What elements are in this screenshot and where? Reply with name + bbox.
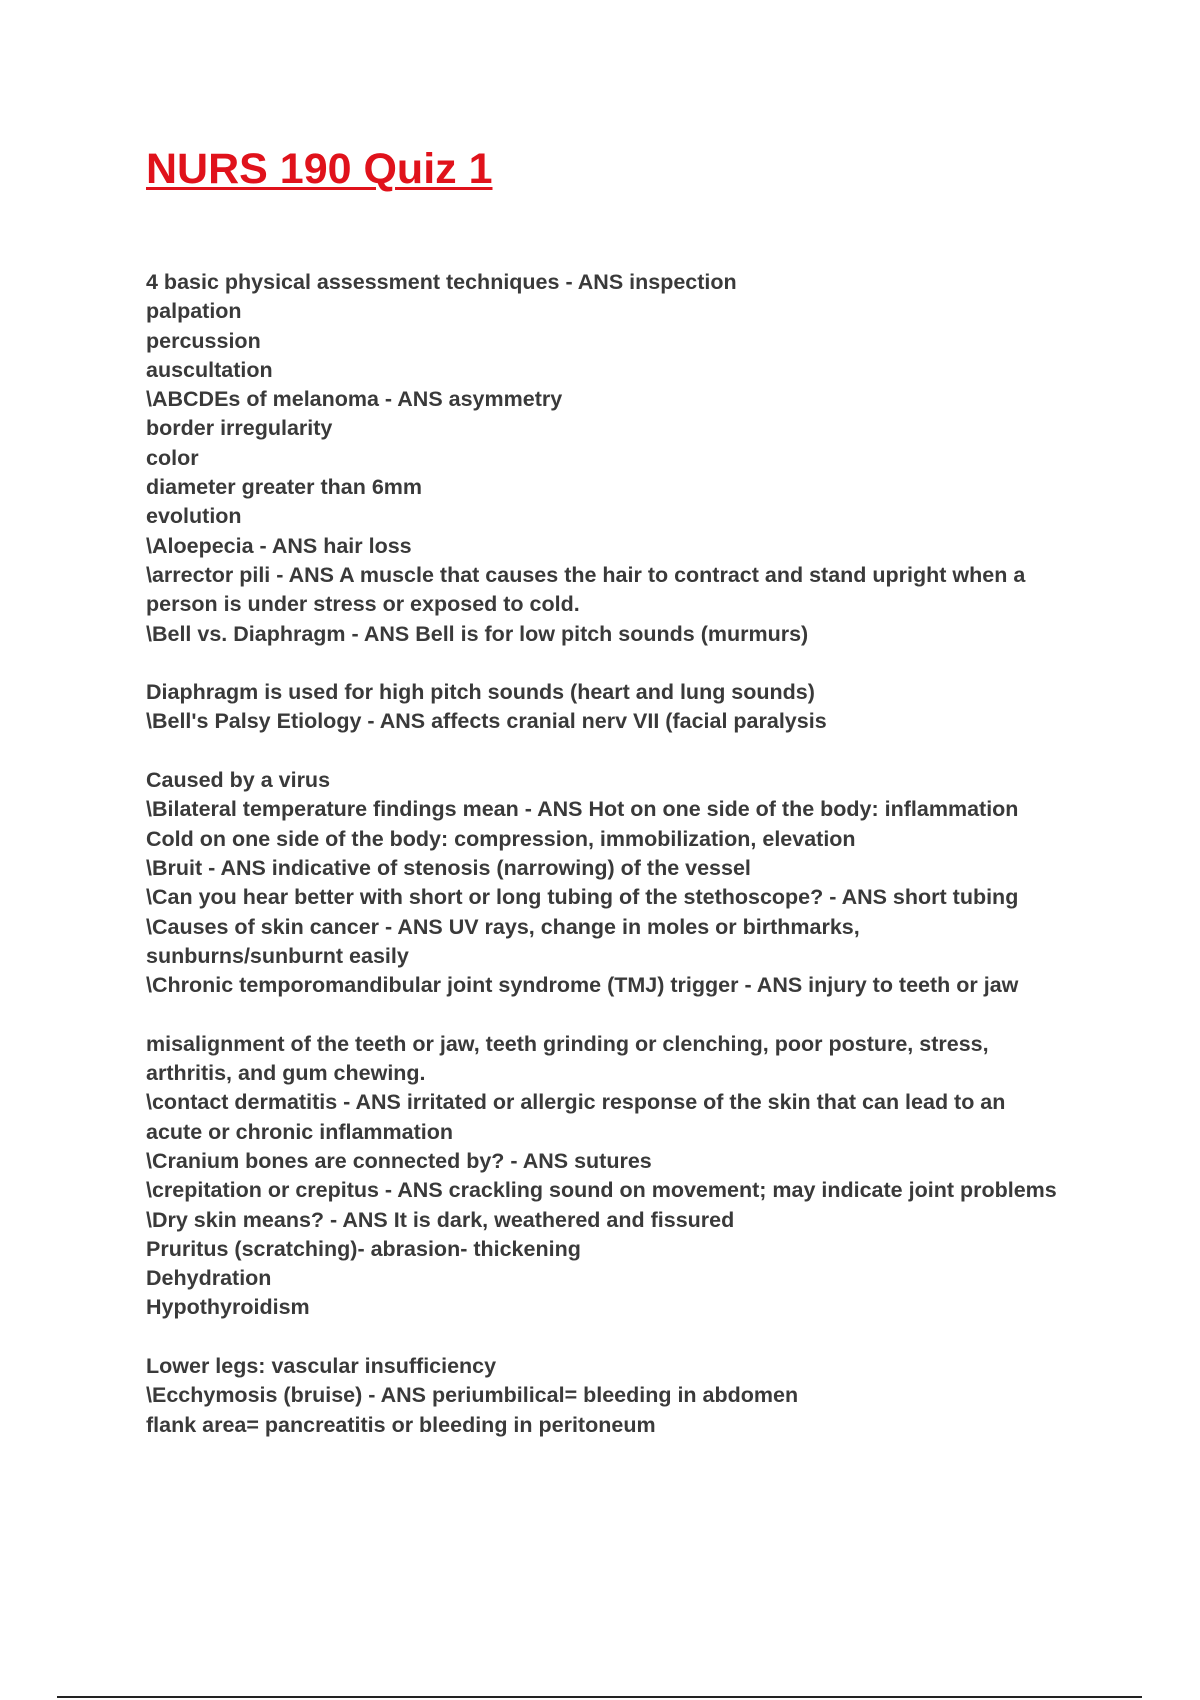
text-line: misalignment of the teeth or jaw, teeth grinding or clenching, poor posture, stress, xyxy=(146,1031,989,1056)
text-line: \Chronic temporomandibular joint syndrome (TMJ) trigger - ANS injury to teeth or jaw xyxy=(146,973,1019,998)
text-line: Hypothyroidism xyxy=(146,1295,310,1320)
text-line: sunburns/sunburnt easily xyxy=(146,943,409,968)
text-line: \Cranium bones are connected by? - ANS sutures xyxy=(146,1148,652,1173)
text-line: percussion xyxy=(146,328,261,353)
blank-line xyxy=(146,649,1146,678)
text-line: \Can you hear better with short or long tubing of the stethoscope? - ANS short tubing xyxy=(146,885,1019,910)
text-line: Caused by a virus xyxy=(146,768,331,793)
bottom-divider xyxy=(57,1696,1142,1698)
text-line: diameter greater than 6mm xyxy=(146,475,423,500)
text-line: \Causes of skin cancer - ANS UV rays, change in moles or birthmarks, xyxy=(146,914,860,939)
text-line: flank area= pancreatitis or bleeding in peritoneum xyxy=(146,1412,656,1437)
text-line: \Aloepecia - ANS hair loss xyxy=(146,533,412,558)
text-line: \arrector pili - ANS A muscle that causes the hair to contract and stand upright when a xyxy=(146,562,1026,587)
document-body xyxy=(146,268,1146,1440)
text-line: \contact dermatitis - ANS irritated or allergic response of the skin that can lead to an xyxy=(146,1090,1006,1115)
text-line: \ABCDEs of melanoma - ANS asymmetry xyxy=(146,387,563,412)
text-line: \crepitation or crepitus - ANS crackling sound on movement; may indicate joint problems xyxy=(146,1178,1057,1203)
text-line: border irregularity xyxy=(146,416,333,441)
text-line: \Dry skin means? - ANS It is dark, weathered and fissured xyxy=(146,1207,735,1232)
blank-line xyxy=(146,737,1146,766)
text-line: Pruritus (scratching)- abrasion- thickening xyxy=(146,1236,581,1261)
page-title: NURS 190 Quiz 1 xyxy=(146,145,493,193)
text-line: \Bell's Palsy Etiology - ANS affects cranial nerv VII (facial paralysis xyxy=(146,709,827,734)
text-line: \Bell vs. Diaphragm - ANS Bell is for low pitch sounds (murmurs) xyxy=(146,621,809,646)
text-line: Cold on one side of the body: compression, immobilization, elevation xyxy=(146,826,856,851)
text-line: person is under stress or exposed to cold. xyxy=(146,592,580,617)
text-line: \Ecchymosis (bruise) - ANS periumbilical= bleeding in abdomen xyxy=(146,1383,799,1408)
text-line: Dehydration xyxy=(146,1266,272,1291)
text-line: \Bruit - ANS indicative of stenosis (narrowing) of the vessel xyxy=(146,855,751,880)
text-line: auscultation xyxy=(146,357,273,382)
blank-line xyxy=(146,1000,1146,1029)
text-line: evolution xyxy=(146,504,242,529)
text-line: 4 basic physical assessment techniques - ANS inspection xyxy=(146,270,737,294)
text-line: \Bilateral temperature findings mean - ANS Hot on one side of the body: inflammation xyxy=(146,797,1019,822)
text-line: palpation xyxy=(146,299,242,324)
text-line: arthritis, and gum chewing. xyxy=(146,1061,426,1086)
text-line: acute or chronic inflammation xyxy=(146,1119,454,1144)
blank-line xyxy=(146,1323,1146,1352)
text-line: color xyxy=(146,445,199,470)
text-line: Lower legs: vascular insufficiency xyxy=(146,1353,497,1378)
text-line: Diaphragm is used for high pitch sounds (heart and lung sounds) xyxy=(146,680,815,705)
